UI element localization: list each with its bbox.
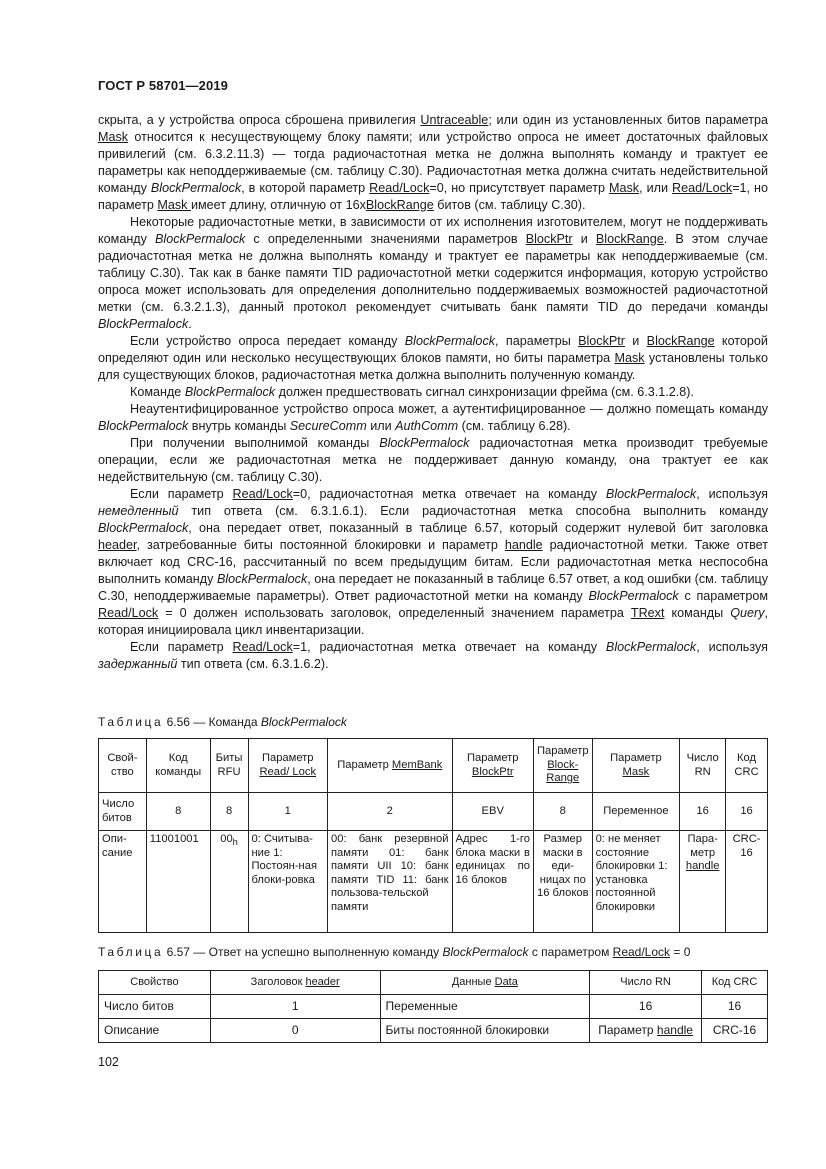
table-cell: Описание — [99, 1019, 211, 1043]
page-number: 102 — [98, 1055, 119, 1069]
table-cell: 16 — [726, 793, 768, 831]
table-cell: 8 — [210, 793, 248, 831]
header-cell: Биты RFU — [210, 739, 248, 793]
table-row — [99, 995, 768, 1019]
table-656-caption: Таблица 6.56 — Команда BlockPermalock — [98, 715, 347, 729]
table-cell: Переменное — [592, 793, 680, 831]
table-cell: 0: Считыва-ние 1: Постоян-ная блоки-ровка — [248, 831, 328, 933]
table-656-header-row — [99, 739, 768, 793]
paragraph-3: Если устройство опроса передает команду BlockPermalock, параметры BlockPtr и BlockRange которой определяют один или несколько несуществующих блоков памяти, но биты параметра Mask установлены только для существующих блоков, радиочастотная метка должна выполнить полученную команду. — [98, 334, 768, 382]
header-cell: Параметр Mask — [592, 739, 680, 793]
paragraph-5: Неаутентифицированное устройство опроса может, а аутентифицированное — должно помещать команду BlockPermalock внутрь команды SecureComm или AuthComm (см. таблицу 6.28). — [98, 402, 768, 433]
table-cell: 0 — [210, 1019, 380, 1043]
table-656 — [98, 738, 768, 933]
table-cell: 2 — [328, 793, 453, 831]
paragraph-2: Некоторые радиочастотные метки, в зависимости от их исполнения изготовителем, могут не поддерживать команду BlockPermalock с определенными значениями параметров BlockPtr и BlockRange. В этом случае радиочастотная метка не должна выполнять команду и трактует ее параметры как неподдерживаемые (см. таблицу С.30). Так как в банке памяти TID радиочастотной метки содержится информация, которую устройство опроса может использовать для определения дополнительно поддерживаемых возможностей радиочастотной метки (см. 6.3.2.1.3), данный протокол рекомендует считывать банк памяти TID до передачи команды BlockPermalock. — [98, 215, 768, 331]
header-cell: Заголовок header — [210, 971, 380, 995]
table-cell: 1 — [248, 793, 328, 831]
table-cell: Биты постоянной блокировки — [380, 1019, 590, 1043]
table-657-header-row — [99, 971, 768, 995]
paragraph-8: Если параметр Read/Lock=1, радиочастотная метка отвечает на команду BlockPermalock, используя задержанный тип ответа (см. 6.3.1.6.2). — [98, 640, 768, 671]
table-cell: 11001001 — [146, 831, 210, 933]
table-cell: 00: банк резервной памяти 01: банк памяти UII 10: банк памяти TID 11: банк пользова-тельской памяти — [328, 831, 453, 933]
header-cell: Параметр BlockPtr — [452, 739, 533, 793]
table-row — [99, 793, 768, 831]
table-cell: Пара-метр handle — [680, 831, 726, 933]
table-cell: Адрес 1-го блока маски в единицах по 16 блоков — [452, 831, 533, 933]
header-cell: Свойство — [99, 971, 211, 995]
table-row — [99, 1019, 768, 1043]
table-cell: Опи-сание — [99, 831, 147, 933]
header-cell: Свой-ство — [99, 739, 147, 793]
paragraph-4: Команде BlockPermalock должен предшествовать сигнал синхронизации фрейма (см. 6.3.1.2.8). — [130, 385, 694, 399]
table-cell: 0: не меняет состояние блокировки 1: установка постоянной блокировки — [592, 831, 680, 933]
paragraph-7: Если параметр Read/Lock=0, радиочастотная метка отвечает на команду BlockPermalock, используя немедленный тип ответа (см. 6.3.1.6.1). Если радиочастотная метка способна выполнить команду BlockPermalock, она передает ответ, показанный в таблице 6.57, который содержит нулевой бит заголовка header, затребованные биты постоянной блокировки и параметр handle радиочастотной метки. Также ответ включает код CRC-16, рассчитанный по всем предыдущим битам. Если радиочастотная метка неспособна выполнить команду BlockPermalock, она передает не показанный в таблице 6.57 ответ, а код ошибки (см. таблицу С.30, неподдерживаемые параметры). Ответ радиочастотной метки на команду BlockPermalock с параметром Read/Lock = 0 должен использовать заголовок, определенный значением параметра TRext команды Query, которая инициировала цикл инвентаризации. — [98, 487, 769, 637]
table-cell: 1 — [210, 995, 380, 1019]
header-cell: Параметр Block-Range — [533, 739, 592, 793]
header-cell: Код CRC — [702, 971, 768, 995]
table-cell: CRC-16 — [702, 1019, 768, 1043]
header-cell: Код команды — [146, 739, 210, 793]
table-cell: CRC-16 — [726, 831, 768, 933]
table-cell: $00_h$ — [210, 831, 248, 933]
table-cell: 16 — [702, 995, 768, 1019]
paragraph-1: скрыта, а у устройства опроса сброшена привилегия Untraceable; или один из установленных битов параметра Mask относится к несуществующему блоку памяти; или устройство опроса не имеет достаточных файловых привилегий (см. 6.3.2.11.3) — тогда радиочастотная метка не должна выполнять команду и трактует ее параметры как неподдерживаемые (см. таблицу С.30). Радиочастотная метка должна считать недействительной команду BlockPermalock, в которой параметр Read/Lock=0, но присутствует параметр Mask, или Read/Lock=1, но параметр Mask имеет длину, отличную от 16xBlockRange битов (см. таблицу С.30). — [98, 113, 768, 212]
table-cell: Параметр handle — [590, 1019, 702, 1043]
table-657-caption: Таблица 6.57 — Ответ на успешно выполненную команду BlockPermalock с параметром Read/Lock = 0 — [98, 945, 691, 959]
document-header: ГОСТ Р 58701—2019 — [98, 78, 228, 93]
header-cell: Число RN — [680, 739, 726, 793]
header-cell: Число RN — [590, 971, 702, 995]
header-cell: Код CRC — [726, 739, 768, 793]
table-cell: 8 — [146, 793, 210, 831]
table-cell: Число битов — [99, 995, 211, 1019]
table-cell: Число битов — [99, 793, 147, 831]
table-cell: 8 — [533, 793, 592, 831]
table-cell: 16 — [590, 995, 702, 1019]
table-cell: Переменные — [380, 995, 590, 1019]
header-cell: Данные Data — [380, 971, 590, 995]
table-cell: Размер маски в еди-ницах по 16 блоков — [533, 831, 592, 933]
table-row — [99, 831, 768, 933]
paragraph-6: При получении выполнимой команды BlockPermalock радиочастотная метка производит требуемые операции, если же радиочастотная метка не поддерживает данную команду, она трактует ее как недействительную (см. таблицу С.30). — [98, 436, 768, 484]
table-cell: EBV — [452, 793, 533, 831]
header-cell: Параметр Read/ Lock — [248, 739, 328, 793]
table-cell: 16 — [680, 793, 726, 831]
header-cell: Параметр MemBank — [328, 739, 453, 793]
table-657 — [98, 970, 768, 1043]
body-text — [98, 112, 768, 673]
